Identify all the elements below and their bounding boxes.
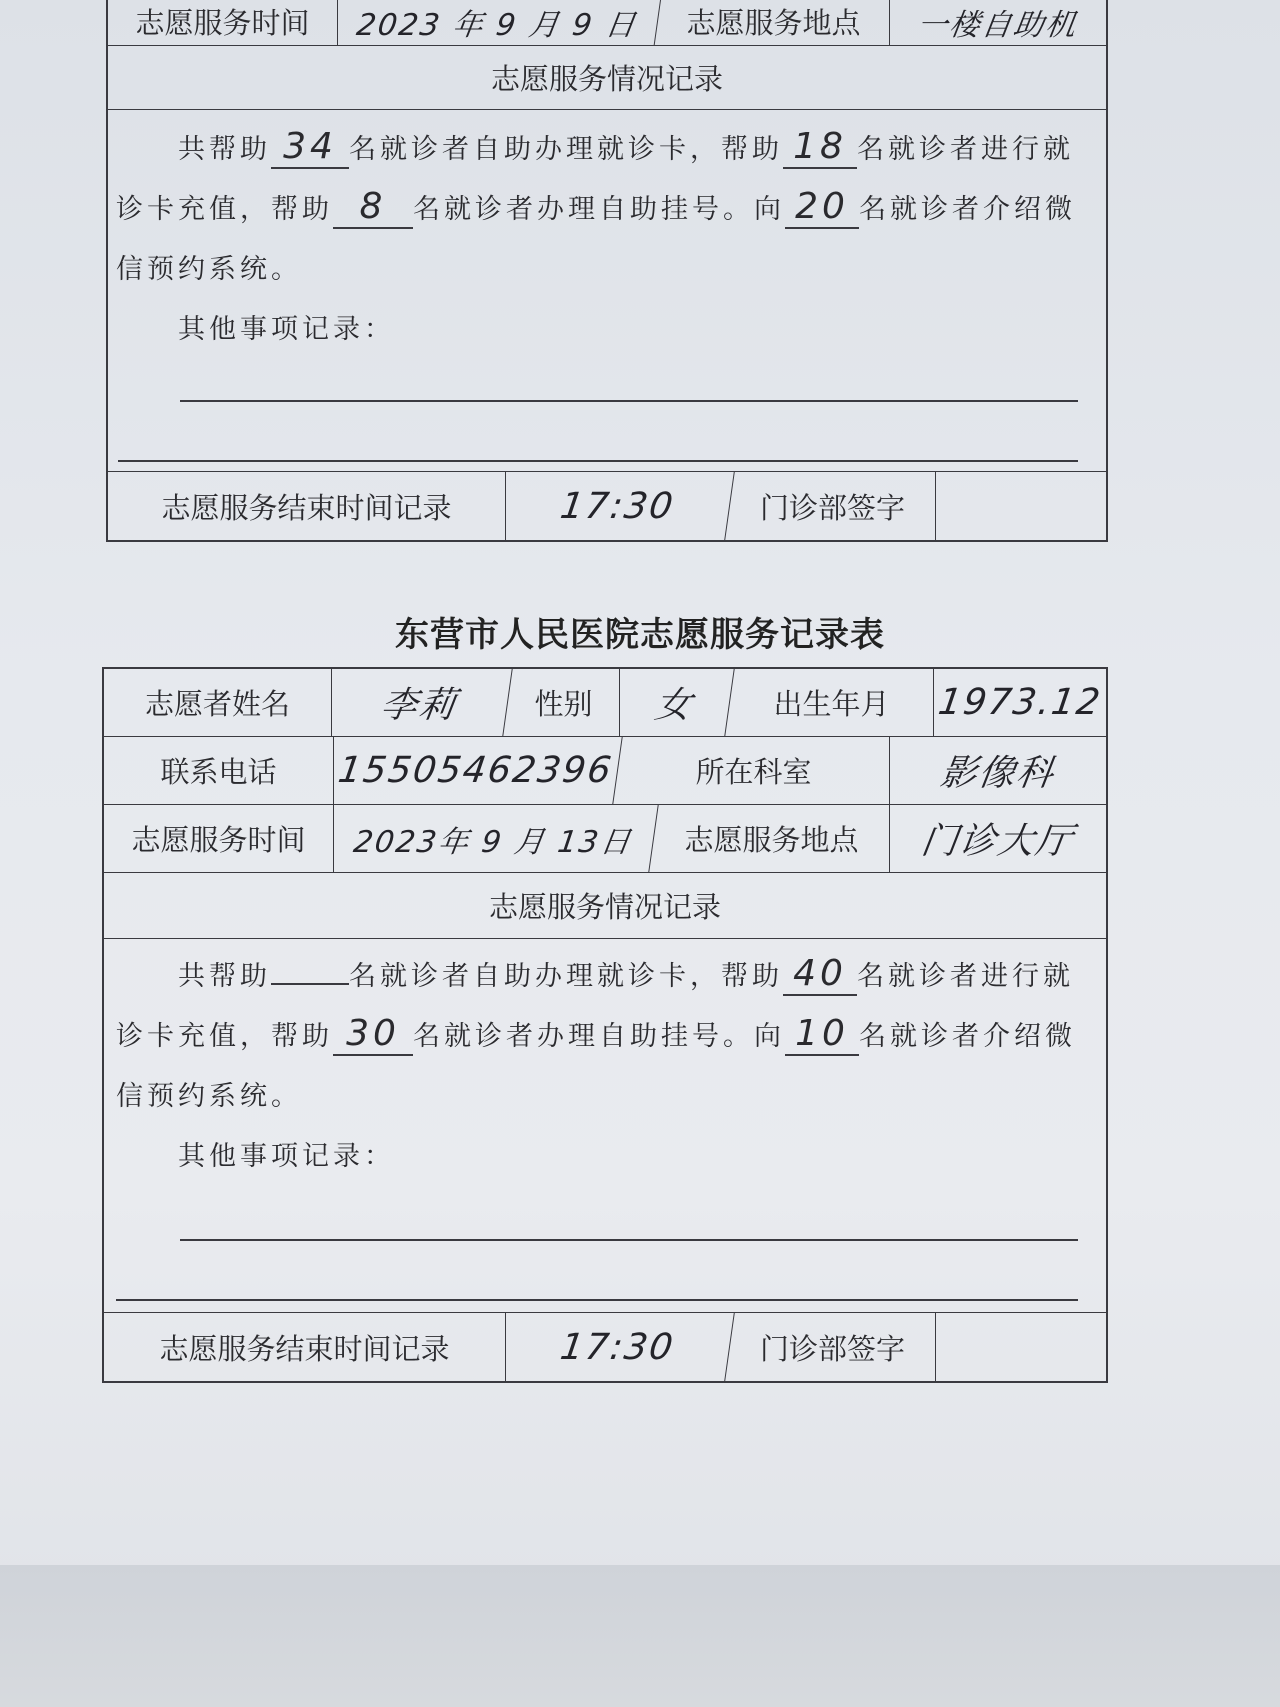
upper-end-label: 志愿服务结束时间记录: [108, 472, 506, 540]
upper-p-end: 信预约系统。: [116, 254, 302, 285]
upper-p-mid3: 诊卡充值，帮助: [116, 194, 333, 225]
upper-record-paragraph: [116, 120, 1106, 360]
upper-p-lead: 共帮助: [178, 134, 271, 165]
upper-other-line-1: [180, 400, 1078, 402]
upper-record-form: [106, 0, 1108, 542]
lower-name-label: 志愿者姓名: [104, 669, 332, 736]
upper-other-line-2: [118, 460, 1078, 462]
lower-record-body: [104, 939, 1106, 1313]
lower-time-row: [104, 805, 1106, 873]
lower-place-label: 志愿服务地点: [654, 805, 890, 872]
lower-other-line-2: [116, 1299, 1078, 1301]
upper-place-label: 志愿服务地点: [658, 0, 890, 45]
lower-register-count[interactable]: 30: [333, 1014, 413, 1056]
upper-end-row: [108, 472, 1106, 540]
upper-topup-count[interactable]: 18: [783, 127, 857, 169]
lower-birth-value[interactable]: 1973.12: [935, 682, 1105, 723]
upper-other-label: 其他事项记录：: [178, 314, 395, 345]
upper-p-mid4: 名就诊者办理自助挂号。向: [413, 194, 785, 225]
lower-end-row: [104, 1313, 1106, 1381]
upper-time-row: [108, 0, 1106, 46]
lower-time-label: 志愿服务时间: [104, 805, 334, 872]
lower-phone-value[interactable]: 15505462396: [329, 737, 622, 804]
lower-other-label: 其他事项记录：: [178, 1141, 395, 1172]
lower-end-label: 志愿服务结束时间记录: [104, 1313, 506, 1381]
form-title: 东营市人民医院志愿服务记录表: [395, 615, 885, 655]
upper-p-mid1: 名就诊者自助办理就诊卡，帮助: [349, 134, 783, 165]
lower-name-row: [104, 669, 1106, 737]
lower-topup-count[interactable]: 40: [783, 954, 857, 996]
lower-p-mid4: 名就诊者办理自助挂号。向: [413, 1021, 785, 1052]
lower-p-mid1: 名就诊者自助办理就诊卡，帮助: [349, 961, 783, 992]
lower-p-mid2: 名就诊者进行就: [857, 961, 1074, 992]
upper-register-count[interactable]: 8: [333, 187, 413, 229]
upper-time-value[interactable]: 2023 年 9 月 9 日: [335, 0, 662, 45]
lower-place-value[interactable]: 门诊大厅: [918, 821, 1077, 862]
upper-wechat-count[interactable]: 20: [785, 187, 859, 229]
lower-cards-count[interactable]: [271, 983, 349, 985]
lower-record-paragraph: [116, 947, 1106, 1187]
lower-end-value[interactable]: 17:30: [501, 1313, 735, 1381]
lower-gender-value[interactable]: 女: [615, 669, 734, 736]
lower-dept-label: 所在科室: [618, 737, 890, 804]
upper-p-mid2: 名就诊者进行就: [857, 134, 1074, 165]
upper-record-header: 志愿服务情况记录: [490, 62, 723, 96]
upper-record-body: [108, 110, 1106, 472]
lower-p-lead: 共帮助: [178, 961, 271, 992]
lower-record-header: 志愿服务情况记录: [488, 890, 721, 924]
upper-p-mid5: 名就诊者介绍微: [859, 194, 1076, 225]
lower-dept-value[interactable]: 影像科: [937, 753, 1058, 794]
lower-gender-label: 性别: [508, 669, 620, 736]
lower-other-line-1: [180, 1239, 1078, 1241]
upper-sign-value[interactable]: [936, 472, 1106, 540]
lower-p-mid3: 诊卡充值，帮助: [116, 1021, 333, 1052]
lower-sign-label: 门诊部签字: [730, 1313, 936, 1381]
lower-record-form: [102, 667, 1108, 1383]
upper-place-value[interactable]: 一楼自助机: [915, 7, 1080, 43]
lower-record-header-row: [104, 873, 1106, 939]
lower-birth-label: 出生年月: [730, 669, 934, 736]
lower-phone-row: [104, 737, 1106, 805]
upper-record-header-row: [108, 46, 1106, 110]
lower-p-end: 信预约系统。: [116, 1081, 302, 1112]
upper-end-value[interactable]: 17:30: [501, 472, 735, 540]
lower-time-value[interactable]: 2023年 9 月 13日: [329, 805, 658, 872]
lower-phone-label: 联系电话: [104, 737, 334, 804]
lower-wechat-count[interactable]: 10: [785, 1014, 859, 1056]
lower-name-value[interactable]: 李莉: [327, 669, 512, 736]
lower-sign-value[interactable]: [936, 1313, 1106, 1381]
lower-p-mid5: 名就诊者介绍微: [859, 1021, 1076, 1052]
table-surface: [0, 1565, 1280, 1707]
upper-time-label: 志愿服务时间: [108, 0, 338, 45]
upper-cards-count[interactable]: 34: [271, 127, 349, 169]
upper-sign-label: 门诊部签字: [730, 472, 936, 540]
